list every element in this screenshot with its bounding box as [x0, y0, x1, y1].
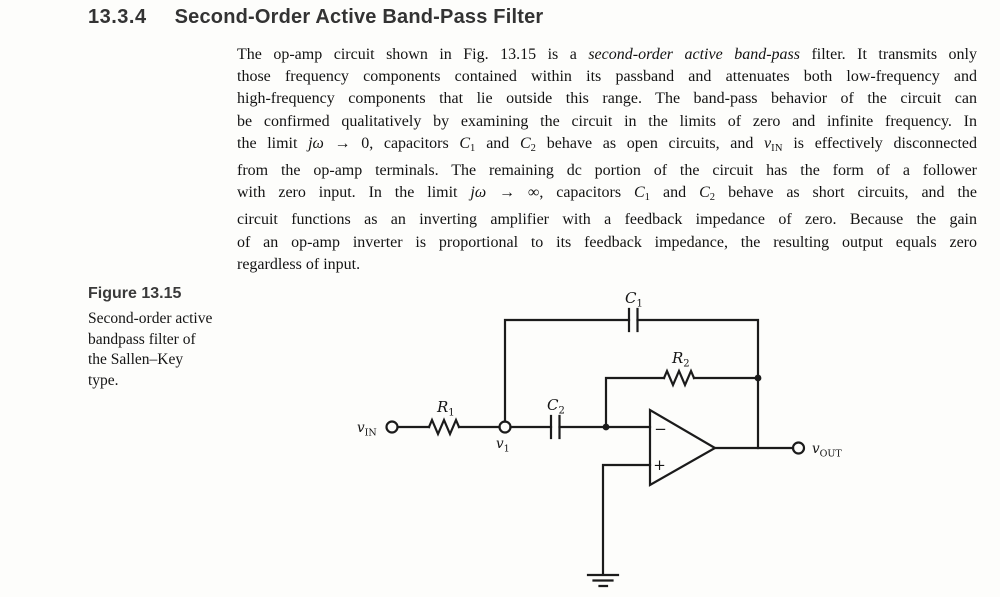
junction-dot-feedback-node [755, 375, 762, 382]
caption-line: Second-order active [88, 310, 213, 327]
label-r1: $R_1$ [437, 398, 455, 419]
caption-line: the Sallen–Key [88, 351, 184, 368]
opamp-minus-icon: − [654, 420, 667, 438]
paragraph-line: regardless of input. [237, 255, 361, 273]
label-c1: $C_1$ [625, 289, 643, 310]
paragraph-line: the limit jω → 0, capacitors C1 and C2 behave as open circuits, and vIN is effectively disconnected [237, 134, 977, 154]
section-number: 13.3.4 [88, 6, 147, 28]
capacitor-c2 [551, 416, 560, 438]
resistor-r1 [429, 420, 459, 434]
caption-line: type. [88, 371, 119, 389]
paragraph-line: The op-amp circuit shown in Fig. 13.15 is a second-order active band-pass filter. It transmits only [237, 46, 978, 63]
wire-v1-riser-top [505, 320, 629, 422]
paragraph-line: with zero input. In the limit jω → ∞, capacitors C1 and C2 behave as short circuits, and the [237, 184, 978, 204]
label-vin: $v_{IN}$ [357, 420, 377, 439]
paragraph-line: those frequency components contained within its passband and attenuates both low-frequency and [237, 68, 977, 86]
section-title: Second-Order Active Band-Pass Filter [174, 6, 544, 28]
paragraph-line: of an op-amp inverter is proportional to its feedback impedance, the resulting output equals zero [237, 233, 977, 251]
v1-node [500, 422, 511, 433]
junction-dot-minus-node [603, 424, 610, 431]
label-vout: $v_{OUT}$ [812, 441, 842, 460]
label-c2: $C_2$ [547, 396, 565, 417]
ground-icon [588, 575, 618, 586]
opamp-plus-icon: + [653, 456, 666, 474]
figure-caption-title: Figure 13.15 [88, 285, 182, 302]
wire-plus-input-ground [603, 465, 650, 574]
paragraph-line: circuit functions as an inverting amplifier with a feedback impedance of zero. Because the gain [237, 211, 977, 229]
paragraph-line: high-frequency components that lie outside this range. The band-pass behavior of the circuit can [237, 90, 977, 108]
label-v1: $v_1$ [496, 436, 510, 455]
caption-line: bandpass filter of [88, 330, 196, 348]
paragraph-line: be confirmed qualitatively by examining the circuit in the limits of zero and infinite frequency. In [237, 112, 977, 130]
resistor-r2 [664, 371, 694, 385]
capacitor-c1 [629, 309, 638, 331]
paragraph-line: from the op-amp terminals. The remaining dc portion of the circuit has the form of a follower [237, 161, 977, 179]
vin-terminal-node [387, 422, 398, 433]
vout-terminal-node [793, 443, 804, 454]
label-r2: $R_2$ [672, 349, 690, 370]
